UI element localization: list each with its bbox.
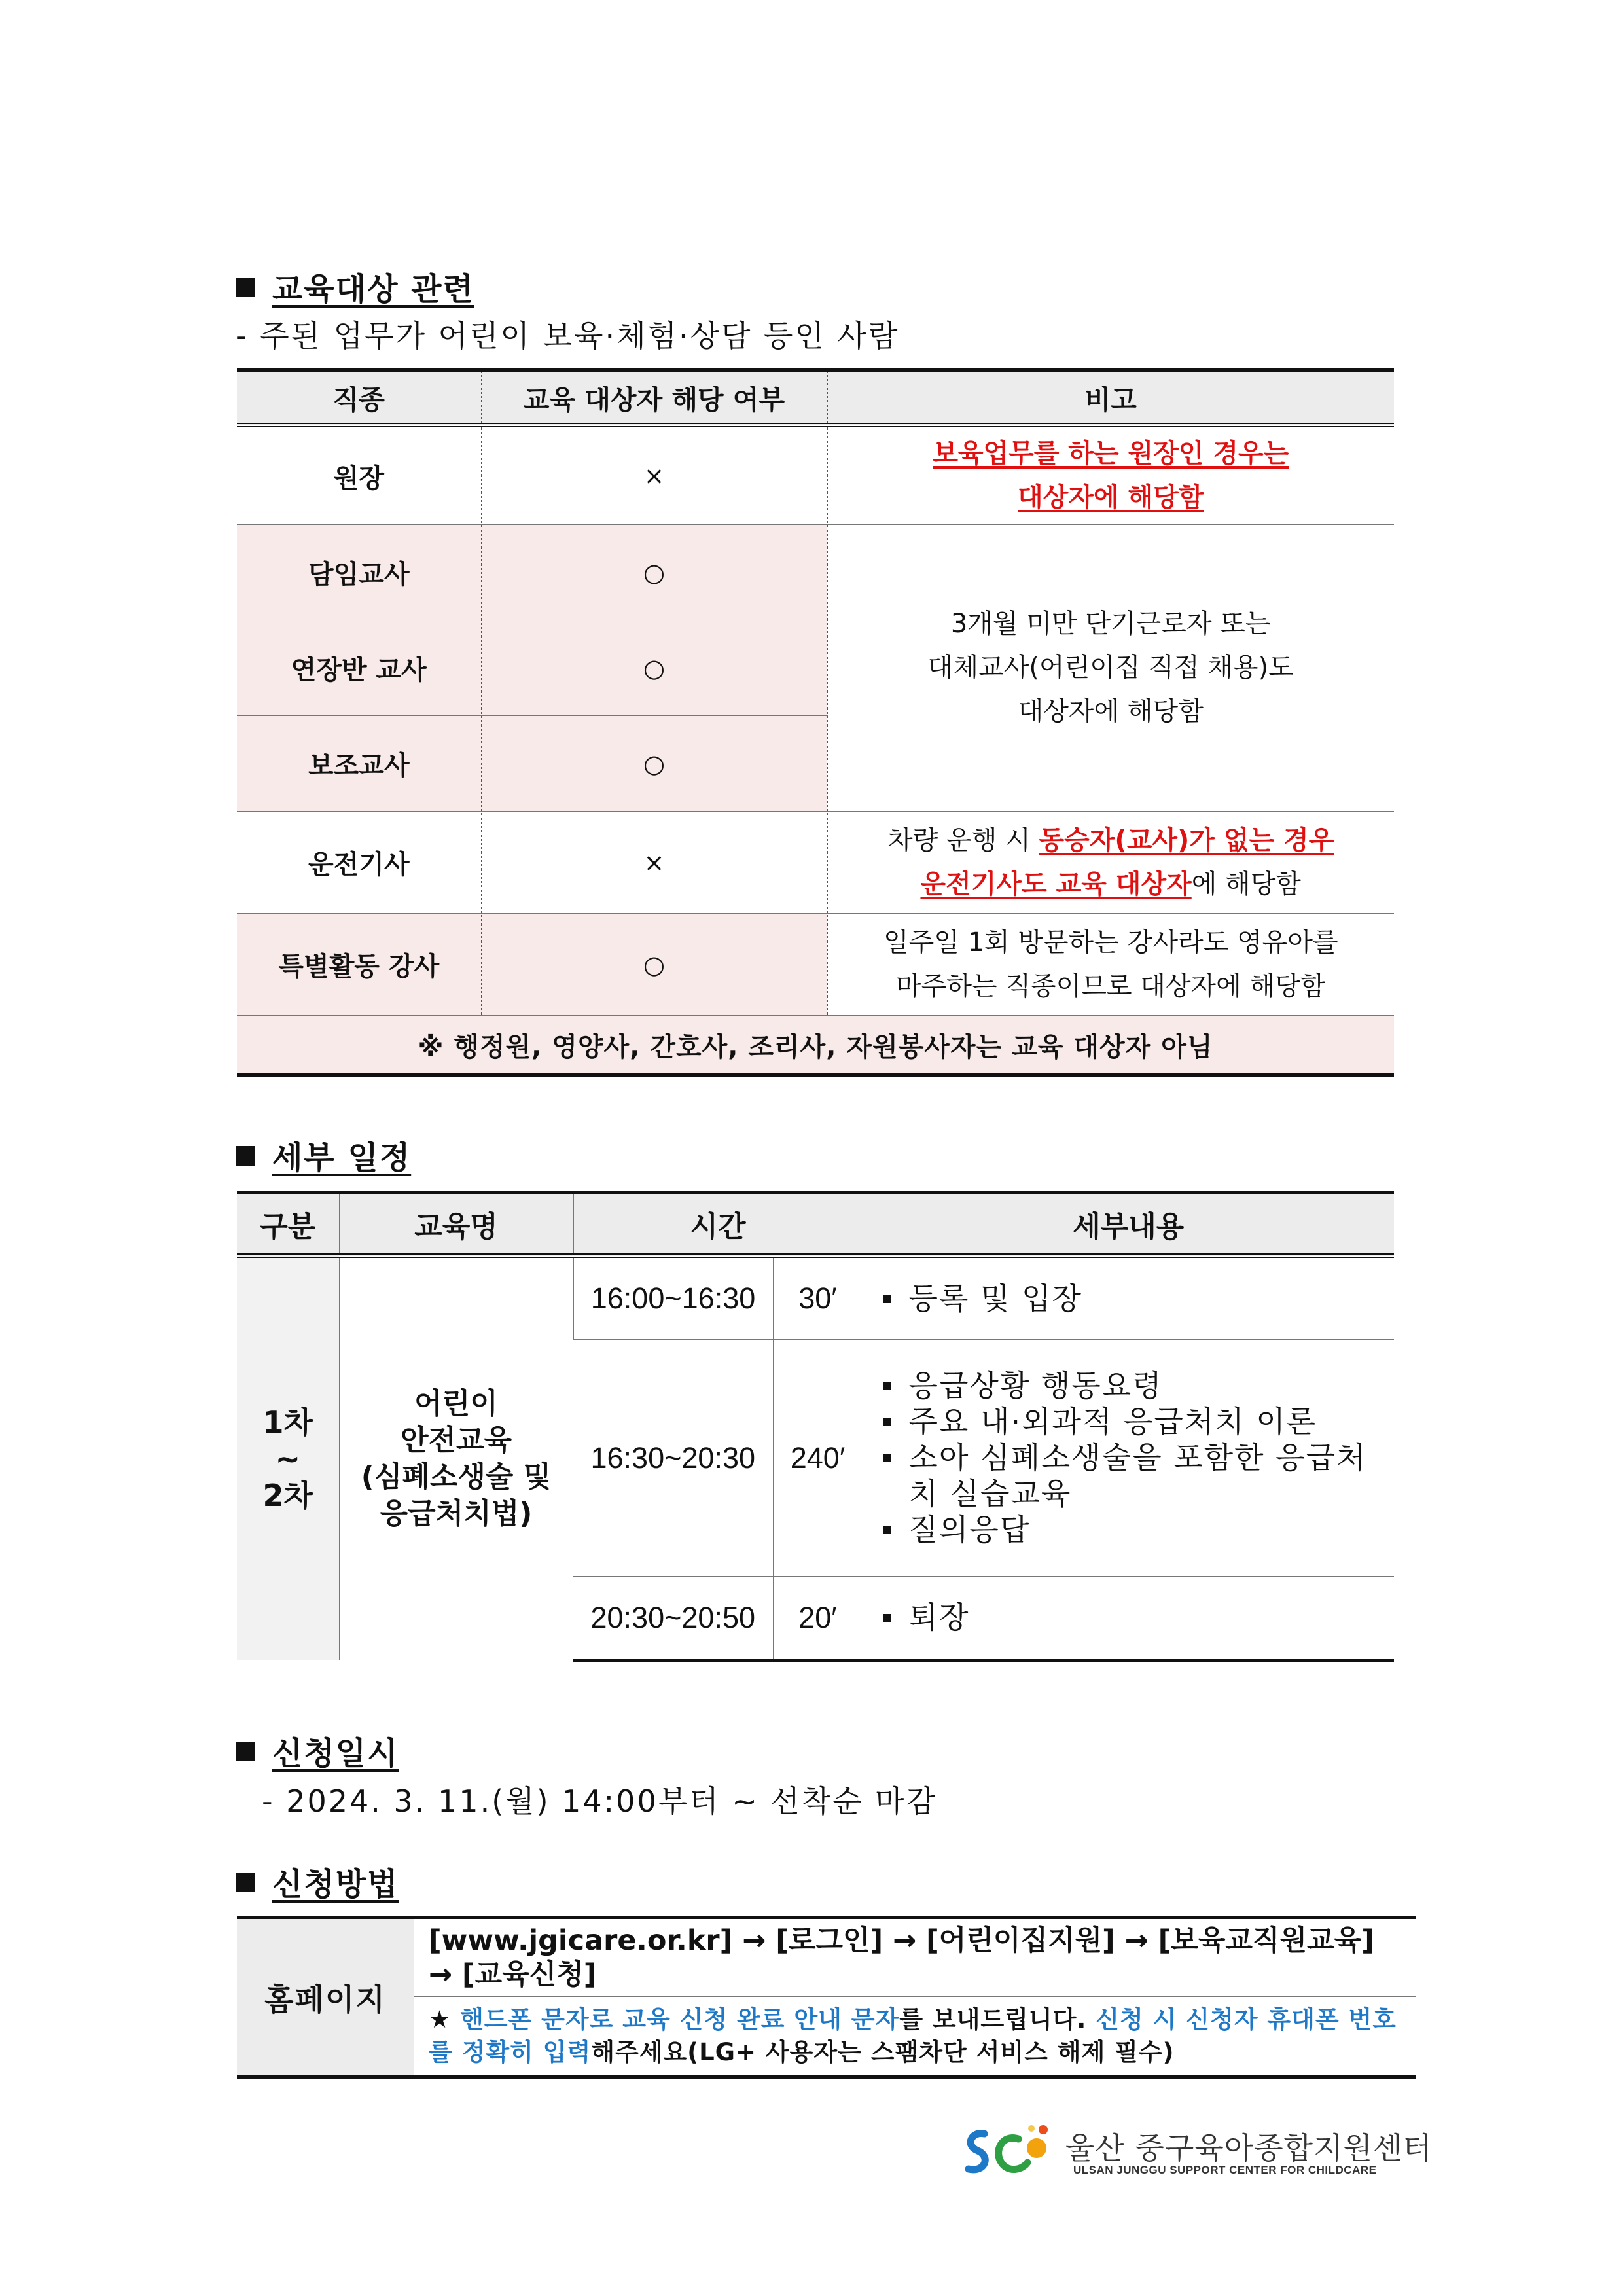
header-job: 직종	[237, 370, 481, 425]
eligibility-cell: ○	[481, 525, 827, 620]
table-footnote-row	[237, 1016, 1394, 1075]
header-course: 교육명	[339, 1193, 573, 1256]
detail-cell	[863, 1577, 1394, 1660]
list-item: 응급상황 행동요령	[880, 1368, 1395, 1404]
target-description: - 주된 업무가 어린이 보육·체험·상담 등인 사람	[236, 318, 900, 353]
detail-cell	[863, 1340, 1394, 1577]
center-name-english: ULSAN JUNGGU SUPPORT CENTER FOR CHILDCARE	[1073, 2164, 1377, 2176]
list-item: 질의응답	[880, 1512, 1395, 1548]
section-title-target: 교육대상 관련	[236, 264, 474, 309]
job-cell: 운전기사	[237, 812, 481, 914]
header-remarks: 비고	[827, 370, 1394, 425]
job-cell: 연장반 교사	[237, 620, 481, 716]
header-round: 구분	[237, 1193, 339, 1256]
star-icon: ★	[429, 2005, 452, 2034]
list-item: 주요 내·외과적 응급처치 이론	[880, 1404, 1395, 1440]
detail-cell	[863, 1256, 1394, 1340]
time-cell: 20:30~20:50	[573, 1577, 773, 1660]
square-bullet-icon	[236, 1873, 255, 1892]
list-item: 퇴장	[880, 1600, 1395, 1636]
footnote: ※ 행정원, 영양사, 간호사, 조리사, 자원봉사자는 교육 대상자 아님	[237, 1016, 1394, 1075]
section-title-application-date: 신청일시	[236, 1728, 399, 1773]
header-time: 시간	[573, 1193, 863, 1256]
application-method-table	[237, 1916, 1416, 2079]
eligibility-cell: ×	[481, 812, 827, 914]
remark-cell-merged: 3개월 미만 단기근로자 또는 대체교사(어린이집 직접 채용)도 대상자에 해당함	[827, 525, 1394, 812]
remark-cell: 차량 운행 시 동승자(교사)가 없는 경우 운전기사도 교육 대상자에 해당함	[827, 812, 1394, 914]
duration-cell: 240′	[773, 1340, 863, 1577]
center-logo-icon	[959, 2119, 1058, 2185]
table-row	[237, 525, 1394, 620]
list-item: 소아 심폐소생술을 포함한 응급처치 실습교육	[880, 1440, 1395, 1512]
remark-highlight: 동승자(교사)가 없는 경우	[1039, 825, 1334, 855]
duration-cell: 20′	[773, 1577, 863, 1660]
section-title-application-method: 신청방법	[236, 1859, 399, 1904]
application-date-line: - 2024. 3. 11.(월) 14:00부터 ~ 선착순 마감	[262, 1784, 938, 1819]
job-cell: 담임교사	[237, 525, 481, 620]
table-row	[237, 812, 1394, 914]
list-item: 등록 및 입장	[880, 1281, 1395, 1317]
job-cell: 원장	[237, 425, 481, 525]
eligibility-cell: ×	[481, 425, 827, 525]
table-row	[237, 1256, 1394, 1340]
time-cell: 16:30~20:30	[573, 1340, 773, 1577]
remark-cell: 일주일 1회 방문하는 강사라도 영유아를 마주하는 직종이므로 대상자에 해당함	[827, 914, 1394, 1016]
schedule-table	[237, 1191, 1394, 1662]
target-table	[237, 368, 1394, 1077]
homepage-label: 홈페이지	[237, 1918, 414, 2077]
section-title-schedule: 세부 일정	[236, 1132, 411, 1177]
eligibility-cell: ○	[481, 914, 827, 1016]
square-bullet-icon	[236, 1146, 255, 1166]
table-row	[237, 425, 1394, 525]
time-cell: 16:00~16:30	[573, 1256, 773, 1340]
eligibility-cell: ○	[481, 716, 827, 812]
table-row	[237, 914, 1394, 1016]
remark-highlight: 운전기사도 교육 대상자	[920, 869, 1192, 899]
square-bullet-icon	[236, 1742, 255, 1761]
round-cell: 1차 ~ 2차	[237, 1256, 339, 1660]
remark-highlight: 대상자에 해당함	[1018, 482, 1204, 512]
job-cell: 특별활동 강사	[237, 914, 481, 1016]
application-notice: ★ 핸드폰 문자로 교육 신청 완료 안내 문자를 보내드립니다. 신청 시 신청자 휴대폰 번호를 정확히 입력해주세요(LG+ 사용자는 스팸차단 서비스 해제 필수)	[414, 1997, 1417, 2077]
duration-cell: 30′	[773, 1256, 863, 1340]
eligibility-cell: ○	[481, 620, 827, 716]
center-name: 울산 중구육아종합지원센터	[1065, 2130, 1433, 2166]
course-name-cell: 어린이 안전교육 (심폐소생술 및 응급처치법)	[339, 1256, 573, 1660]
homepage-path: [www.jgicare.or.kr] → [로그인] → [어린이집지원] → [보육교직원교육] → [교육신청]	[414, 1918, 1417, 1997]
job-cell: 보조교사	[237, 716, 481, 812]
header-details: 세부내용	[863, 1193, 1394, 1256]
remark-cell	[827, 425, 1394, 525]
square-bullet-icon	[236, 278, 255, 297]
remark-highlight: 보육업무를 하는 원장인 경우는	[933, 439, 1289, 469]
header-eligibility: 교육 대상자 해당 여부	[481, 370, 827, 425]
